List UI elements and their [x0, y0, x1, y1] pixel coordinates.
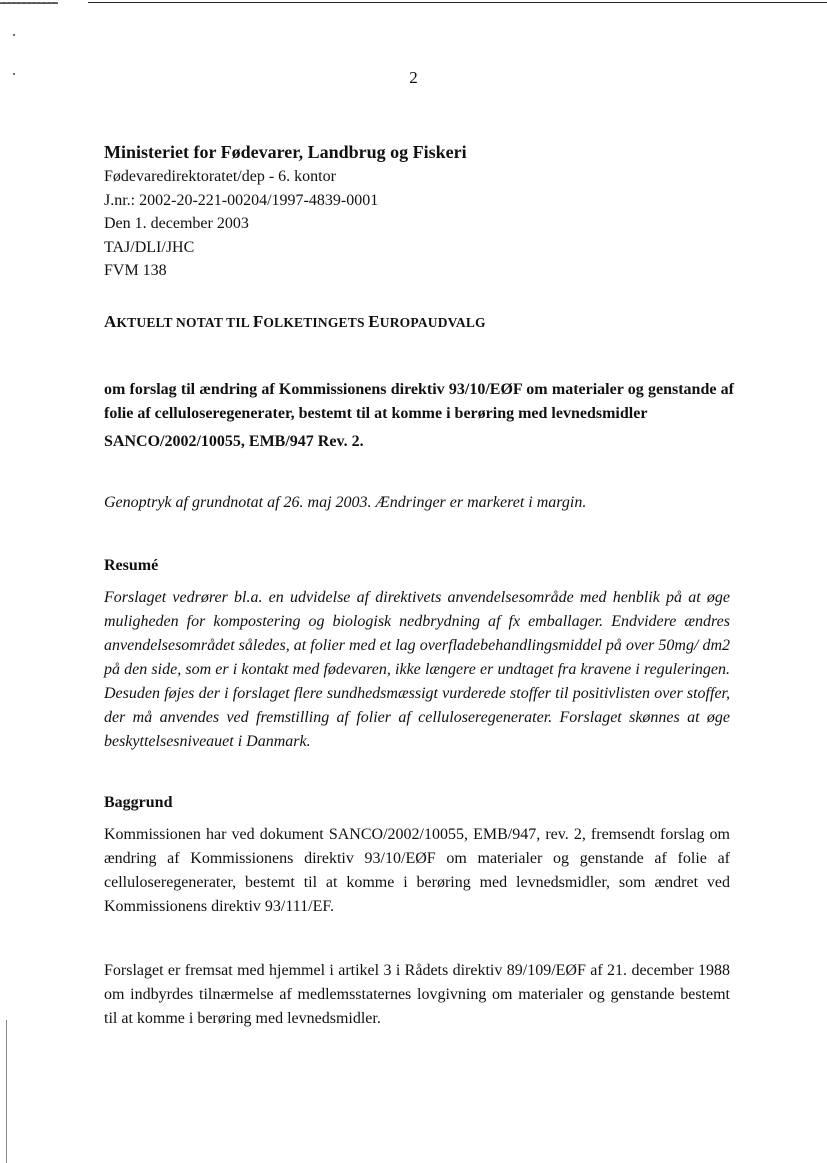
- scan-speck: [13, 34, 15, 36]
- resume-paragraph: Forslaget vedrører bl.a. en udvidelse af direktivets anvendelsesområde med henblik på at øge muligheden for kompostering og biologisk nedbrydning af fx emballager. Endvidere ændres anvendelsesområdet således, at folier med et lag overfladebehandlingsmiddel på over 50mg/ dm2 på den side, som er i kontakt med fødevaren, ikke længere er undtaget fra kravene i reguleringen. Desuden føjes der i forslaget flere sundhedsmæssigt vurderede stoffer til positivlisten over stoffer, der må anvendes ved fremstilling af folier af celluloseregenerater. Forslaget skønnes at øge beskyttelsesniveauet i Danmark.: [104, 589, 730, 750]
- department: Fødevaredirektoratet/dep - 6. kontor: [104, 168, 336, 185]
- baggrund-paragraph-2: Forslaget er fremsat med hjemmel i artikel 3 i Rådets direktiv 89/109/EØF af 21. december 1988 om indbyrdes tilnærmelse af medlemsstaternes lovgivning om materialer og genstande bestemt til at komme i berøring med levnedsmidler.: [104, 962, 730, 1027]
- scan-edge-mark: [0, 2, 58, 4]
- baggrund-paragraph-1: Kommissionen har ved dokument SANCO/2002/10055, EMB/947, rev. 2, fremsendt forslag om ændring af Kommissionens direktiv 93/10/EØF om materialer og genstande af folie af celluloseregenerater, bestemt til at komme i berøring med levnedsmidler, som ændret ved Kommissionens direktiv 93/111/EF.: [104, 826, 730, 915]
- ministry-name: Ministeriet for Fødevarer, Landbrug og Fiskeri: [104, 142, 467, 162]
- document-title: AKTUELT NOTAT TIL FOLKETINGETS EUROPAUDVALG: [104, 312, 486, 331]
- scan-margin-line: [6, 1020, 7, 1163]
- document-subject: om forslag til ændring af Kommissionens direktiv 93/10/EØF om materialer og genstande af folie af celluloseregenerater, bestemt til at komme i berøring med levnedsmidler: [104, 381, 734, 422]
- letterhead: [104, 141, 744, 283]
- top-rule: [88, 2, 827, 3]
- section-heading-resume: Resumé: [104, 557, 159, 574]
- reference-number: FVM 138: [104, 262, 167, 279]
- section-heading-baggrund: Baggrund: [104, 794, 173, 811]
- reprint-note: Genoptryk af grundnotat af 26. maj 2003. Ændringer er markeret i margin.: [104, 494, 587, 511]
- journal-number: J.nr.: 2002-20-221-00204/1997-4839-0001: [104, 191, 379, 209]
- page-number: 2: [409, 68, 418, 87]
- subject-reference: SANCO/2002/10055, EMB/947 Rev. 2.: [104, 433, 364, 450]
- author-initials: TAJ/DLI/JHC: [104, 238, 195, 256]
- document-date: Den 1. december 2003: [104, 215, 249, 232]
